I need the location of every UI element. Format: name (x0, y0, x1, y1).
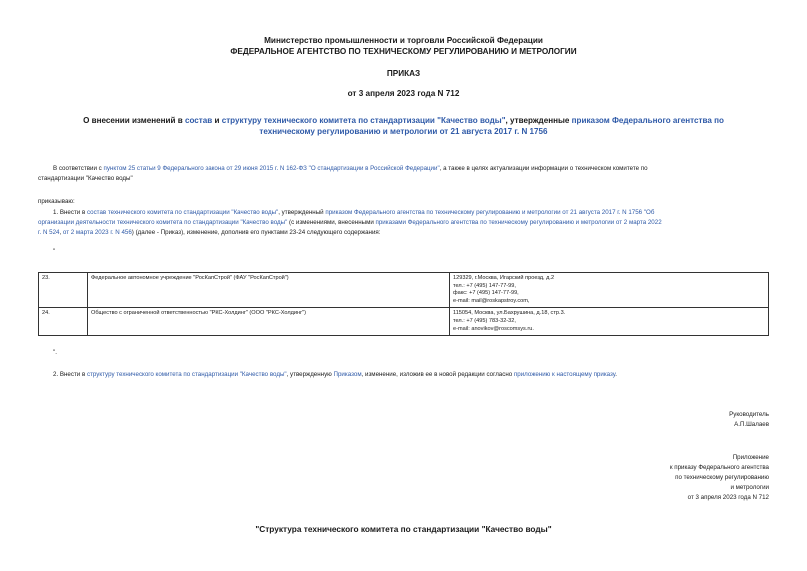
contact-line: факс: +7 (495) 147-77-99, (453, 290, 519, 297)
doc-date-number: от 3 апреля 2023 года N 712 (347, 89, 460, 98)
contact-line: тел.: +7 (495) 783-32-32, (453, 317, 516, 324)
appendix-line: по техническому регулированию (675, 474, 769, 481)
intro-text: В соответствии с (53, 165, 104, 172)
item1-line3 (38, 228, 778, 238)
item1-text: , утвержденный (278, 209, 326, 216)
org-name: Федеральное автономное учреждение "РосКапСтрой" (ФАУ "РосКапСтрой") (88, 273, 450, 308)
title-text: и (212, 116, 222, 125)
intro-paragraph (53, 164, 773, 174)
intro-text: , а также в целях актуализации информации о техническом комитете по (439, 165, 648, 172)
doc-title (0, 115, 807, 126)
intro-law-link[interactable]: пунктом 25 статьи 9 Федерального закона от 29 июня 2015 г. N 162-ФЗ "О стандартизации в Российской Федерации" (103, 165, 440, 172)
signature-name: А.П.Шалаев (734, 421, 769, 428)
appendix-block (670, 453, 769, 503)
table-row (39, 308, 769, 336)
contact-line: 129329, г.Москва, Игарский проезд, д.2 (453, 275, 555, 281)
item2-structure-link[interactable]: структуру технического комитета по стандартизации "Качество воды" (86, 371, 287, 378)
item1-amend2-link[interactable]: от 2 марта 2023 г. N 456 (62, 229, 132, 236)
title-link-composition[interactable]: состав (184, 116, 213, 125)
org-contacts (450, 308, 769, 336)
title-text: О внесении изменений в (83, 116, 185, 125)
organizations-table (38, 272, 769, 336)
title-text: , утвержденные (505, 116, 572, 125)
item2-text: , изменение, изложив ее в новой редакции согласно (361, 371, 514, 378)
row-number: 24. (39, 308, 88, 336)
item2-order-link[interactable]: Приказом (333, 371, 362, 378)
contact-line: e-mail: mail@roskapstroy.com, (453, 297, 530, 304)
intro-line2: стандартизации "Качество воды" (38, 175, 133, 182)
item1-amend-link-cont[interactable]: г. N 524 (38, 229, 60, 236)
appendix-line: к приказу Федерального агентства (669, 464, 769, 471)
item2-text: . (615, 371, 618, 378)
item2-paragraph (53, 370, 773, 380)
table-row (39, 273, 769, 308)
item2-appendix-link[interactable]: приложению к настоящему приказу (513, 371, 616, 378)
ministry-name: Министерство промышленности и торговли Российской Федерации (264, 36, 543, 45)
quote-close: ". (53, 349, 57, 356)
org-name: Общество с ограниченной ответственностью "РКС-Холдинг" (ООО "РКС-Холдинг") (88, 308, 450, 336)
row-number: 23. (39, 273, 88, 308)
contact-line: e-mail: anovikov@roscomsys.ru. (453, 325, 534, 332)
item1-text: 1. Внести в (53, 209, 87, 216)
item1-order-link[interactable]: приказом Федерального агентства по техническому регулированию и метрологии от 21 августа 2017 г. N 1756 "Об (325, 209, 655, 216)
item1-text: , (59, 229, 63, 236)
contact-line: тел.: +7 (495) 147-77-99, (453, 282, 516, 289)
item1-order-link-cont[interactable]: организации деятельности технического комитета по стандартизации "Качество воды" (38, 219, 288, 226)
appendix-line: от 3 апреля 2023 года N 712 (687, 494, 769, 501)
org-contacts (450, 273, 769, 308)
item2-text: 2. Внести в (53, 371, 87, 378)
title-link-order[interactable]: приказом Федерального агентства по (571, 116, 724, 125)
doc-type: ПРИКАЗ (386, 69, 421, 78)
item1-composition-link[interactable]: состав технического комитета по стандартизации "Качество воды" (86, 209, 279, 216)
item1-text: (с изменениями, внесенными (287, 219, 376, 226)
title-link-structure[interactable]: структуру технического комитета по стандартизации "Качество воды" (221, 116, 506, 125)
title-link-order-cont[interactable]: техническому регулированию и метрологии от 21 августа 2017 г. N 1756 (259, 127, 548, 136)
item1-amend-link[interactable]: приказами Федерального агентства по техническому регулированию и метрологии от 2 марта 2022 (375, 219, 662, 226)
quote-open: " (53, 248, 56, 255)
item2-text: , утвержденную (286, 371, 334, 378)
appendix-line: и метрологии (730, 484, 769, 491)
agency-name: ФЕДЕРАЛЬНОЕ АГЕНТСТВО ПО ТЕХНИЧЕСКОМУ РЕГУЛИРОВАНИЮ И МЕТРОЛОГИИ (230, 47, 577, 56)
order-word: приказываю: (38, 198, 75, 205)
item1-line1 (53, 208, 783, 218)
appendix-title: "Структура технического комитета по стандартизации "Качество воды" (255, 524, 552, 534)
item1-text: ) (далее - Приказ), изменение, дополнив его пунктами 23-24 следующего содержания: (131, 229, 381, 236)
appendix-line: Приложение (732, 454, 769, 461)
item1-line2 (38, 218, 778, 228)
contact-line: 115054, Москва, ул.Бахрушина, д.18, стр.3. (453, 310, 566, 317)
signature-role: Руководитель (729, 411, 769, 418)
